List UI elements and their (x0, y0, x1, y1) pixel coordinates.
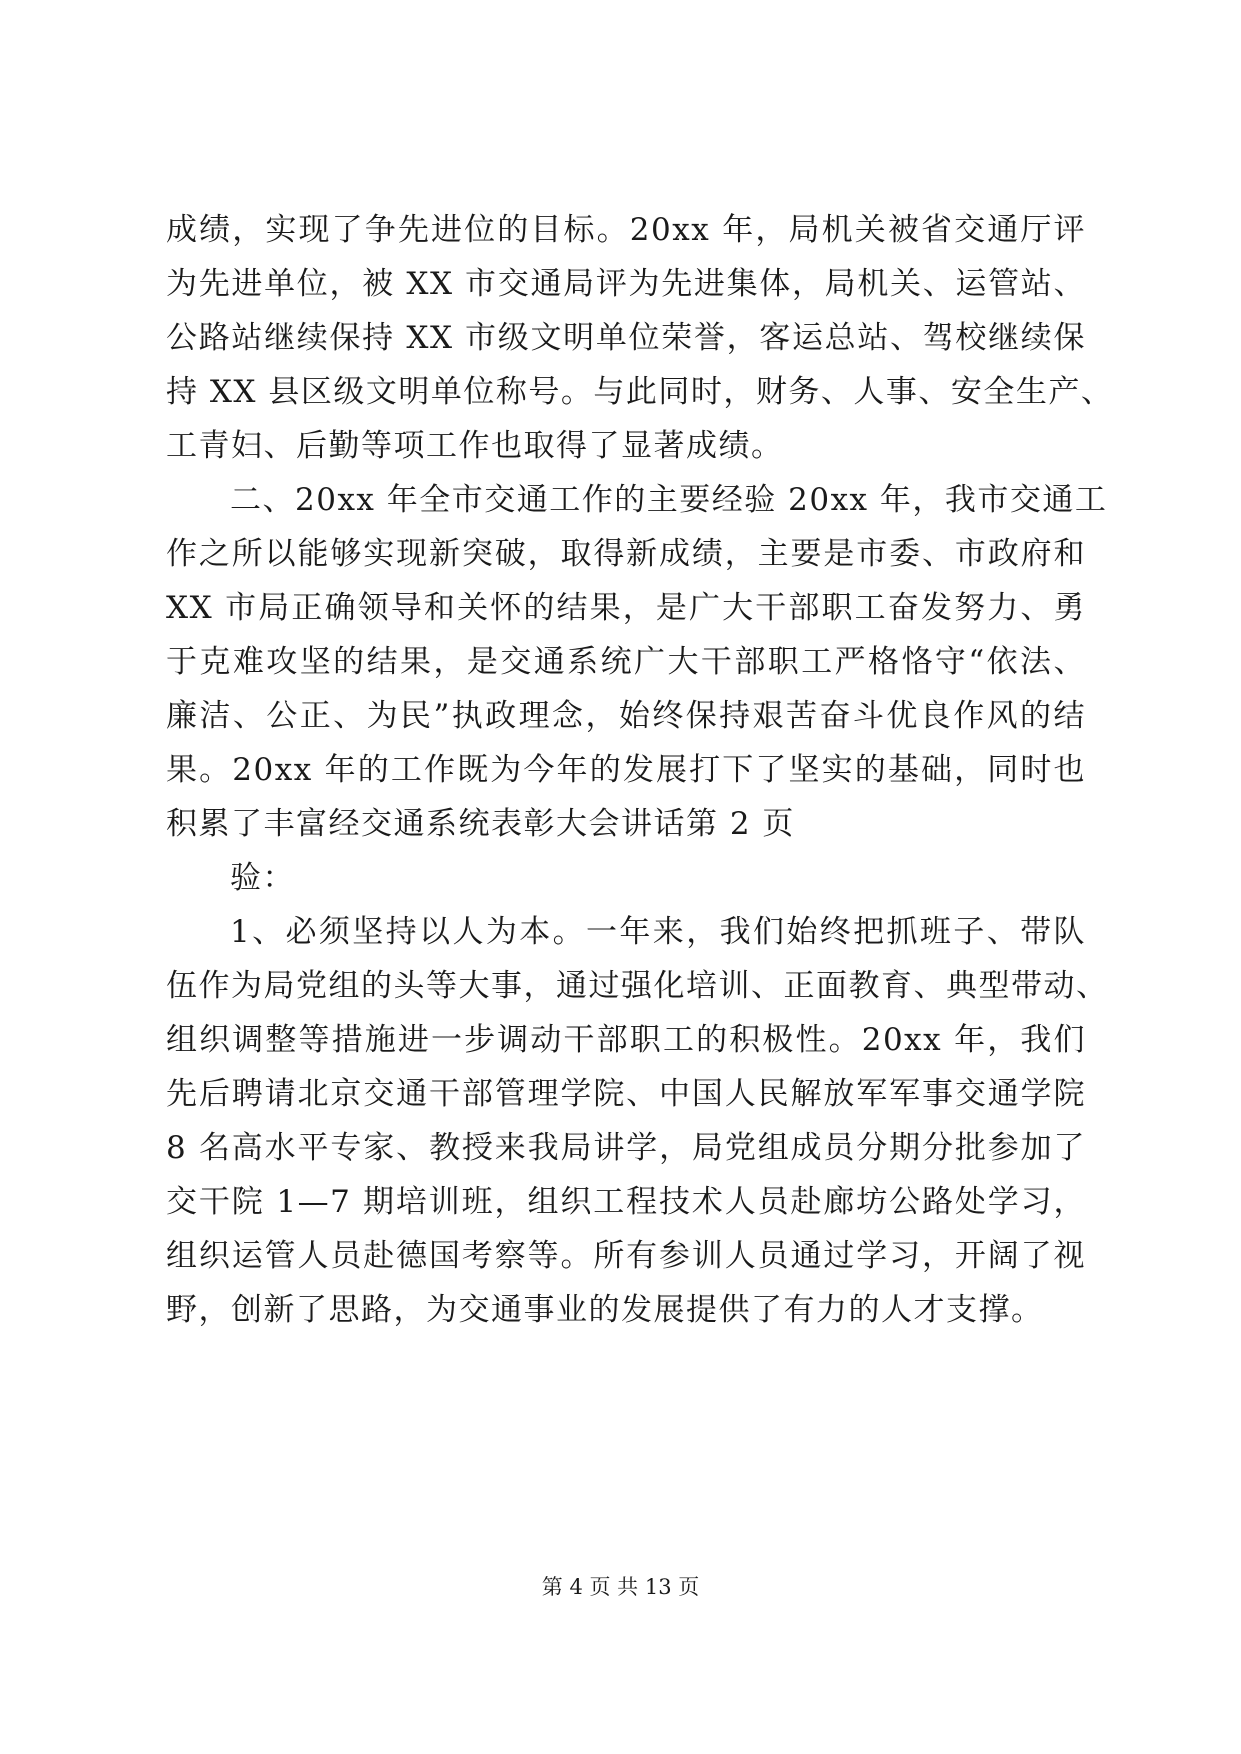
text-line-18: 8 名高水平专家、教授来我局讲学，局党组成员分期分批参加了 (166, 1130, 1086, 1166)
text-line-13: 验： (230, 860, 295, 896)
text-line-3: 公路站继续保持 XX 市级文明单位荣誉，客运总站、驾校继续保 (166, 320, 1086, 356)
text-line-8: XX 市局正确领导和关怀的结果，是广大干部职工奋发努力、勇 (166, 590, 1086, 626)
text-line-15: 伍作为局党组的头等大事，通过强化培训、正面教育、典型带动、 (166, 968, 1109, 1004)
text-line-10: 廉洁、公正、为民”执政理念，始终保持艰苦奋斗优良作风的结 (166, 698, 1086, 734)
text-line-7: 作之所以能够实现新突破，取得新成绩，主要是市委、市政府和 (166, 536, 1086, 572)
text-line-4: 持 XX 县区级文明单位称号。与此同时，财务、人事、安全生产、 (166, 374, 1114, 410)
text-line-6: 二、20xx 年全市交通工作的主要经验 20xx 年，我市交通工 (230, 482, 1108, 518)
text-line-2: 为先进单位，被 XX 市交通局评为先进集体，局机关、运管站、 (166, 266, 1086, 302)
text-line-21: 野，创新了思路，为交通事业的发展提供了有力的人才支撑。 (166, 1292, 1044, 1328)
text-line-9: 于克难攻坚的结果，是交通系统广大干部职工严格恪守“依法、 (166, 644, 1086, 680)
text-line-19: 交干院 1—7 期培训班，组织工程技术人员赴廊坊公路处学习， (166, 1184, 1086, 1220)
text-line-14: 1、必须坚持以人为本。一年来，我们始终把抓班子、带队 (230, 914, 1086, 950)
page-number-footer: 第 4 页 共 13 页 (541, 1575, 700, 1599)
text-line-1: 成绩，实现了争先进位的目标。20xx 年，局机关被省交通厅评 (166, 212, 1086, 248)
text-line-12: 积累了丰富经交通系统表彰大会讲话第 2 页 (166, 806, 795, 842)
text-line-20: 组织运管人员赴德国考察等。所有参训人员通过学习，开阔了视 (166, 1238, 1086, 1274)
text-line-17: 先后聘请北京交通干部管理学院、中国人民解放军军事交通学院 (166, 1076, 1086, 1112)
text-line-16: 组织调整等措施进一步调动干部职工的积极性。20xx 年，我们 (166, 1022, 1086, 1058)
text-line-5: 工青妇、后勤等项工作也取得了显著成绩。 (166, 428, 784, 464)
text-line-11: 果。20xx 年的工作既为今年的发展打下了坚实的基础，同时也 (166, 752, 1086, 788)
